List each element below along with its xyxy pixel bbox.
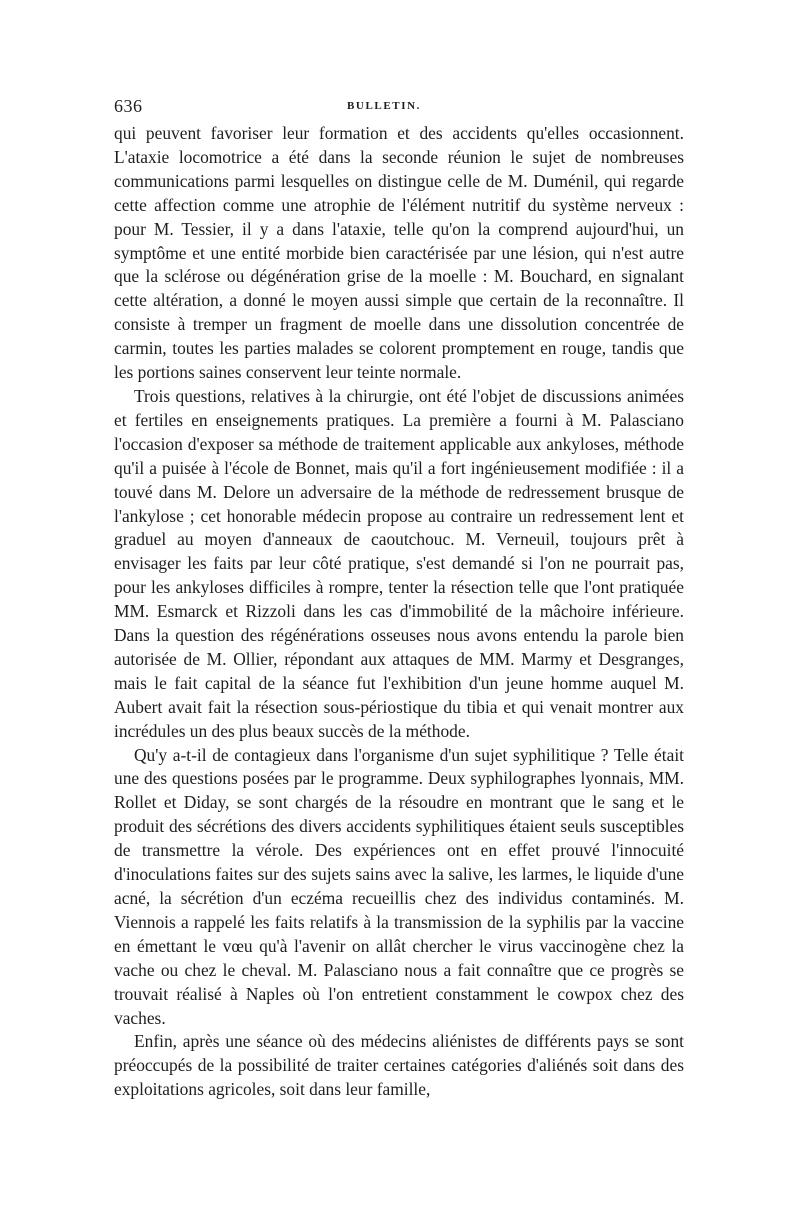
paragraph-syphilis: Qu'y a-t-il de contagieux dans l'organisme d'un sujet syphilitique ? Telle était une des questions posées par le programme. Deux syphilographes lyonnais, MM. Rollet et Diday, se sont chargés de la résoudre en montrant que le sang et le produit des sécrétions des divers accidents syphilitiques étaient seuls susceptibles de transmettre la vérole. Des expériences ont en effet prouvé l'innocuité d'inoculations faites sur des sujets sains avec la salive, les larmes, le liquide d'une acné, la sécrétion d'un eczéma recueillis chez des individus contaminés. M. Viennois a rappelé les faits relatifs à la transmission de la syphilis par la vaccine en émettant le vœu qu'à l'avenir on allât chercher le virus vaccinogène chez la vache ou chez le cheval. M. Palasciano nous a fait connaître que ce progrès se trouvait réalisé à Naples où l'on entretient constamment le cowpox chez des vaches. [114, 744, 684, 1028]
running-title: BULLETIN. [347, 100, 422, 112]
book-page [114, 92, 684, 1102]
paragraph-alienistes: Enfin, après une séance où des médecins aliénistes de différents pays se sont préoccupés de la possibilité de traiter certaines catégories d'aliénés soit dans des exploitations agricoles, soit dans leur famille, [114, 1031, 684, 1100]
running-head [114, 92, 684, 122]
page-number: 636 [114, 96, 143, 116]
paragraph-chirurgie: Trois questions, relatives à la chirurgie, ont été l'objet de discussions animées et fertiles en enseignements pratiques. La première a fourni à M. Palasciano l'occasion d'exposer sa méthode de traitement applicable aux ankyloses, méthode qu'il a puisée à l'école de Bonnet, mais qu'il a fort ingénieusement modifiée : il a touvé dans M. Delore un adversaire de la méthode de redressement brusque de l'ankylose ; cet honorable médecin propose au contraire un redressement lent et graduel au moyen d'anneaux de caoutchouc. M. Verneuil, toujours prêt à envisager les faits par leur côté pratique, s'est demandé si l'on ne pourrait pas, pour les ankyloses difficiles à rompre, tenter la résection telle que l'ont pratiquée MM. Esmarck et Rizzoli dans les cas d'immobilité de la mâchoire inférieure. Dans la question des régénérations osseuses nous avons entendu la parole bien autorisée de M. Ollier, répondant aux attaques de MM. Marmy et Desgranges, mais le fait capital de la séance fut l'exhibition d'un jeune homme auquel M. Aubert avait fait la résection sous-périostique du tibia et qui venait montrer aux incrédules un des plus beaux succès de la méthode. [114, 385, 684, 741]
paragraph-ataxie: qui peuvent favoriser leur formation et des accidents qu'elles occasionnent. L'ataxie locomotrice a été dans la seconde réunion le sujet de nombreuses communications parmi lesquelles on distingue celle de M. Duménil, qui regarde cette affection comme une atrophie de l'élément nutritif du système nerveux : pour M. Tessier, il y a dans l'ataxie, telle qu'on la comprend aujourd'hui, un symptôme et une entité morbide bien caractérisée par une lésion, qui n'est autre que la sclérose ou dégénération grise de la moelle : M. Bouchard, en signalant cette altération, a donné le moyen aussi simple que certain de la reconnaître. Il consiste à tremper un fragment de moelle dans une dissolution concentrée de carmin, toutes les parties malades se colorent promptement en rouge, tandis que les portions saines conservent leur teinte normale. [114, 123, 684, 383]
